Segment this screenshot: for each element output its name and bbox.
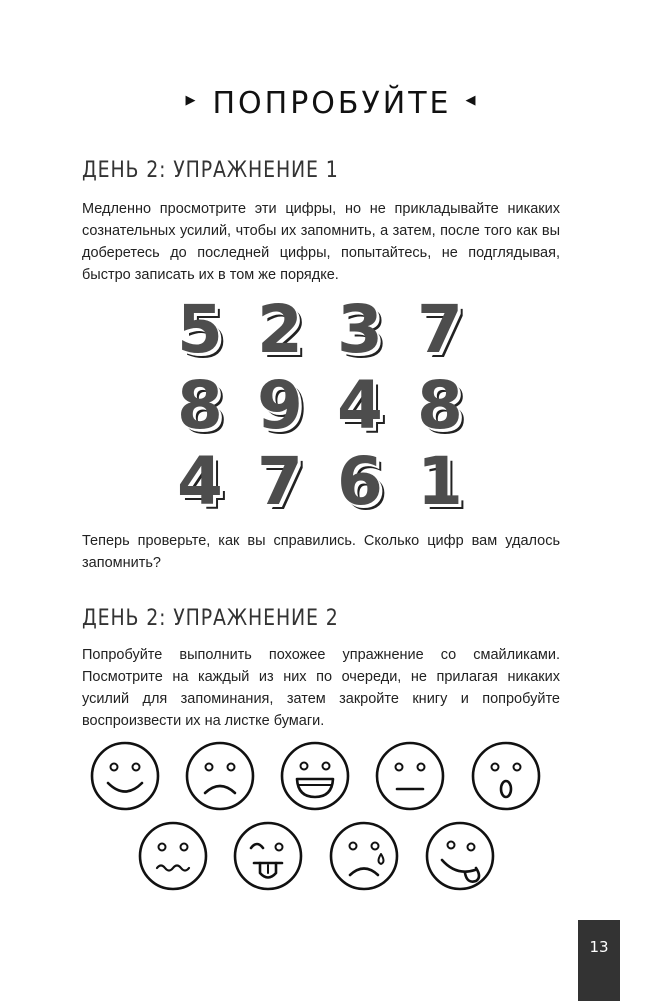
triangle-left-icon: ◀	[465, 93, 479, 108]
digit: 8	[417, 367, 463, 444]
silly-tongue-face-icon	[427, 823, 493, 889]
exercise-1-heading: ДЕНЬ 2: УПРАЖНЕНИЕ 1	[82, 158, 339, 183]
digit: 2	[257, 291, 303, 368]
digit: 1	[417, 443, 463, 520]
exercise-1-followup: Теперь проверьте, как вы справились. Сколько цифр вам удалось запомнить?	[82, 533, 560, 571]
triangle-right-icon: ▶	[185, 93, 199, 108]
crying-face-icon	[331, 823, 397, 889]
digit: 5	[177, 291, 223, 368]
digit: 9	[257, 367, 303, 444]
digit: 7	[257, 443, 303, 520]
digit: 7	[417, 291, 463, 368]
frowning-face-icon	[187, 743, 253, 809]
nauseated-face-icon	[140, 823, 206, 889]
digit: 6	[337, 443, 383, 520]
page-number-tab	[578, 920, 620, 1001]
winking-tongue-face-icon	[235, 823, 301, 889]
page-number: 13	[589, 938, 609, 956]
neutral-face-icon	[377, 743, 443, 809]
surprised-face-icon	[473, 743, 539, 809]
grinning-face-icon	[282, 743, 348, 809]
digit: 3	[337, 291, 383, 368]
exercise-1-instruction: Медленно просмотрите эти цифры, но не прикладывайте никаких сознательных усилий, чтобы их запомнить, а затем, после того как вы доберетесь до последней цифры, попытайтесь, не подглядывая, быстро записать их в том же порядке.	[82, 201, 560, 283]
digit: 4	[177, 443, 223, 520]
exercise-2-instruction: Попробуйте выполнить похожее упражнение со смайликами. Посмотрите на каждый из них по очереди, не прилагая никаких усилий для запоминания, затем закройте книгу и попробуйте воспроизвести их на листке бумаги.	[82, 647, 560, 729]
smiling-face-icon	[92, 743, 158, 809]
section-title-text: ПОПРОБУЙТЕ	[212, 86, 452, 121]
digit: 8	[177, 367, 223, 444]
exercise-2-heading: ДЕНЬ 2: УПРАЖНЕНИЕ 2	[82, 606, 339, 631]
digit: 4	[337, 367, 383, 444]
